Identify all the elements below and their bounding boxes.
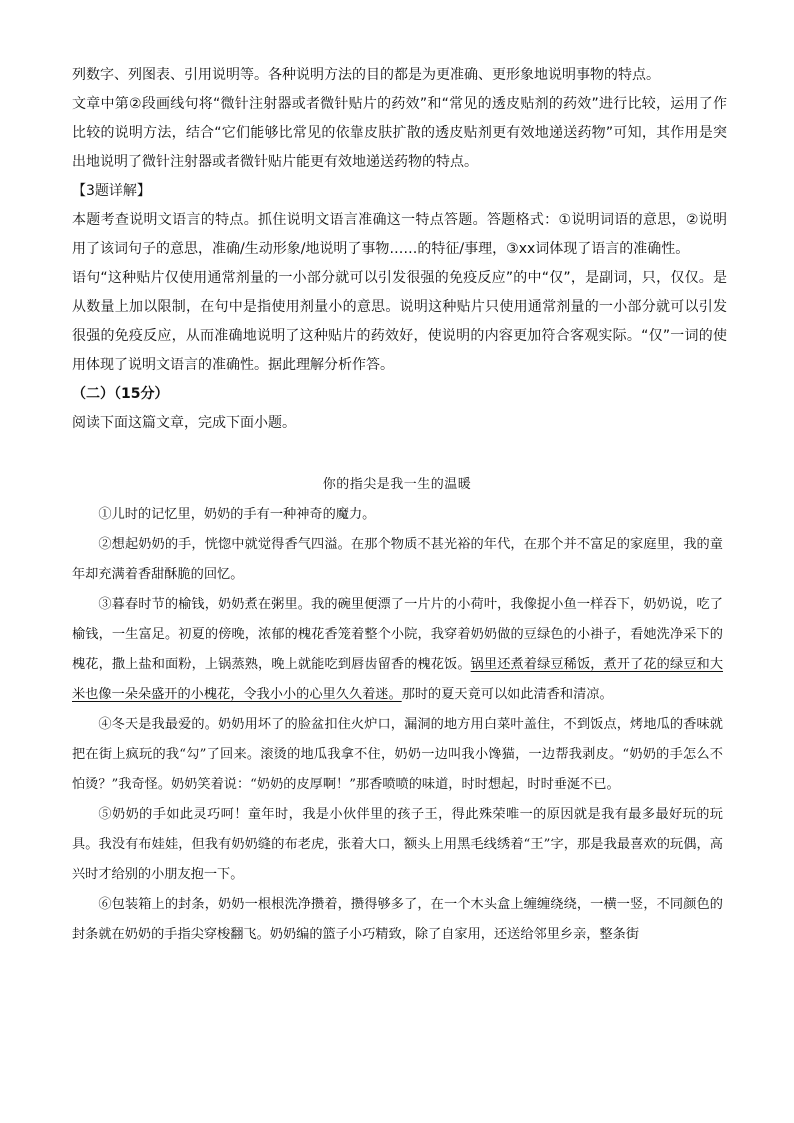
- essay-paragraph-3-text-a: ③暮春时节的榆钱，奶奶煮在粥里。我的碗里便漂了一片片的小荷叶，我像捉小鱼一样吞下，奶奶说，吃了榆钱，一生富足。初夏的傍晚，浓郁的槐花香笼着整个小院，我穿着奶奶做的豆绿色的小褂子，看她洗净采下的槐花，撒上盐和面粉，上锅蒸熟，晚上就能吃到唇齿留香的槐花饭。: [72, 597, 723, 672]
- essay-title: 你的指尖是我一生的温暖: [322, 477, 472, 492]
- question-3-header: 【3题详解】: [72, 183, 151, 199]
- essay-paragraph-4: ④冬天是我最爱的。奶奶用坏了的脸盆扣住火炉口，漏洞的地方用白菜叶盖住，不到饭点，烤地瓜的香味就把在街上疯玩的我“勾”了回来。滚烫的地瓜我拿不住，奶奶一边叫我小馋猫，一边帮我剥皮。“奶奶的手怎么不怕烫？”我奇怪。奶奶笑着说：“奶奶的皮厚啊！”那香喷喷的味道，时时想起，时时垂涎不已。: [72, 717, 723, 792]
- essay-paragraph-2: ②想起奶奶的手，恍惚中就觉得香气四溢。在那个物质不甚光裕的年代，在那个并不富足的家庭里，我的童年却充满着香甜酥脆的回忆。: [72, 537, 723, 582]
- essay-paragraph-1: ①儿时的记忆里，奶奶的手有一种神奇的魔力。: [98, 507, 376, 522]
- essay-paragraph-3: [72, 590, 723, 710]
- question-3-body: 语句“这种贴片仅使用通常剂量的一小部分就可以引发很强的免疫反应”的中“仅”，是副词，只，仅仅。是从数量上加以限制，在句中是指使用剂量小的意思。说明这种贴片只使用通常剂量的一小部分就可以引发很强的免疫反应，从而准确地说明了这种贴片的药效好，使说明的内容更加符合客观实际。“仅”一词的使用体现了说明文语言的准确性。据此理解分析作答。: [72, 270, 727, 373]
- answer-explanation: [72, 61, 727, 438]
- reading-instruction: 阅读下面这篇文章，完成下面小题。: [72, 415, 296, 431]
- essay-paragraph-5: ⑤奶奶的手如此灵巧呵！童年时，我是小伙伴里的孩子王，得此殊荣唯一的原因就是我有最多最好玩的玩具。我没有布娃娃，但我有奶奶缝的布老虎，张着大口，额头上用黑毛线绣着“王”字，那是我最喜欢的玩偶，高兴时才给别的小朋友抱一下。: [72, 807, 723, 882]
- essay-body: [72, 500, 723, 950]
- essay-paragraph-3-text-b: 那时的夏天竟可以如此清香和清凉。: [401, 687, 613, 702]
- answer-paragraph-2: 文章中第②段画线句将“微针注射器或者微针贴片的药效”和“常见的透皮贴剂的药效”进行比较，运用了作比较的说明方法，结合“它们能够比常见的依靠皮肤扩散的透皮贴剂更有效地递送药物”可知，其作用是突出地说明了微针注射器或者微针贴片能更有效地递送药物的特点。: [72, 96, 727, 170]
- answer-line-top: 列数字、列图表、引用说明等。各种说明方法的目的都是为更准确、更形象地说明事物的特点。: [72, 67, 660, 83]
- underlined-sentence: 锅里还煮着绿豆稀饭，煮开了花的绿豆和大米也像一朵朵盛开的小槐花，令我小小的心里久久着迷。: [72, 657, 724, 702]
- essay-paragraph-6: ⑥包装箱上的封条，奶奶一根根洗净攒着，攒得够多了，在一个木头盒上缠缠绕绕，一横一竖，不同颜色的封条就在奶奶的手指尖穿梭翻飞。奶奶编的篮子小巧精致，除了自家用，还送给邻里乡亲，整条街: [72, 897, 723, 942]
- section-header: （二）（15分）: [72, 386, 169, 402]
- question-3-intro: 本题考查说明文语言的特点。抓住说明文语言准确这一特点答题。答题格式：①说明词语的意思，②说明用了该词句子的意思，准确/生动形象/地说明了事物……的特征/事理，③xx词体现了语言的准确性。: [72, 212, 727, 257]
